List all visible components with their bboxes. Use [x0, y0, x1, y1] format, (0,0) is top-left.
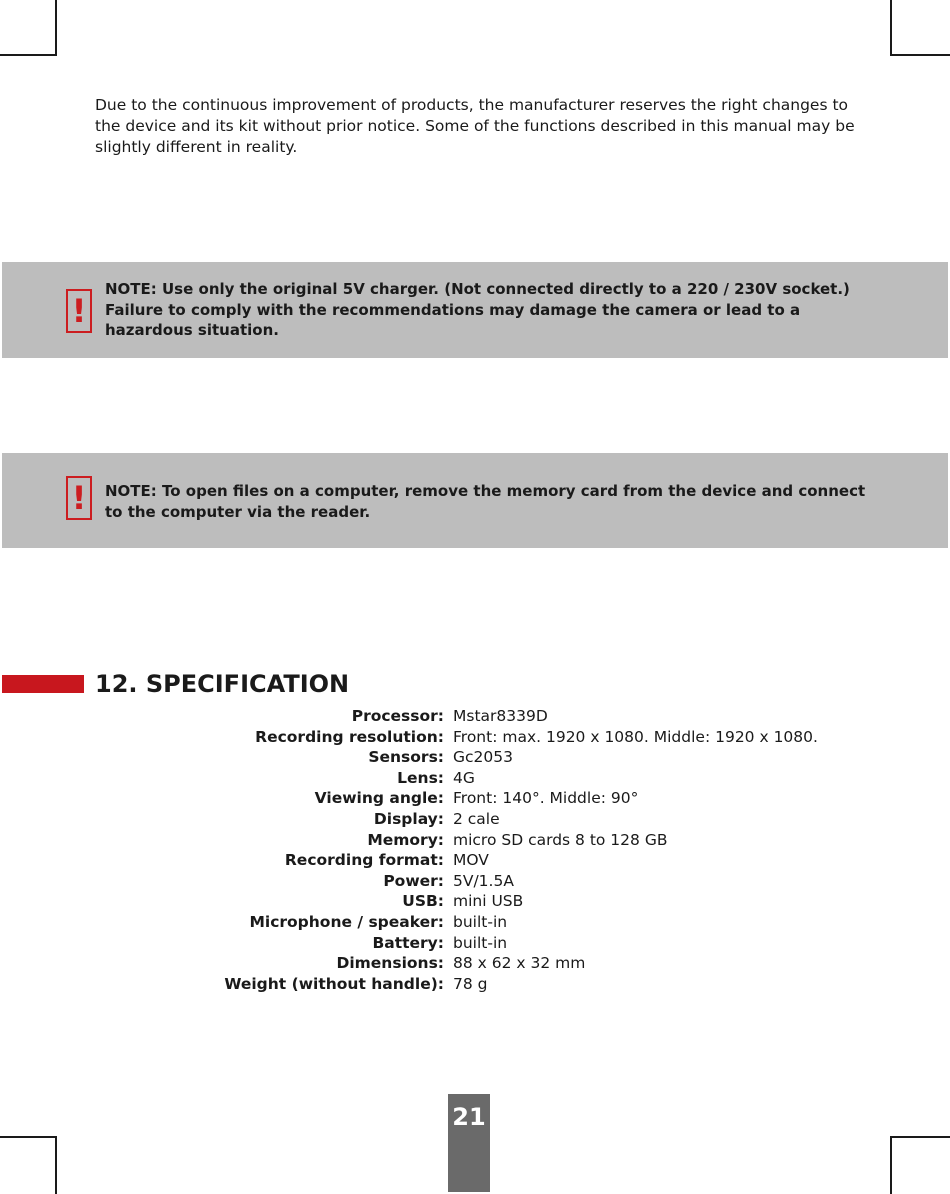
- spec-label: Recording resolution:: [255, 727, 444, 746]
- spec-label: Battery:: [372, 933, 444, 952]
- spec-row-battery: [0, 933, 950, 954]
- spec-row-viewing-angle: [0, 788, 950, 809]
- spec-row-power: [0, 871, 950, 892]
- spec-label: Sensors:: [368, 748, 444, 767]
- section-title: 12. SPECIFICATION: [95, 670, 350, 698]
- crop-mark-top-right: [890, 0, 950, 56]
- spec-label: Recording format:: [284, 851, 444, 870]
- spec-row-weight: [0, 974, 950, 995]
- spec-row-usb: [0, 891, 950, 912]
- intro-paragraph: Due to the continuous improvement of products, the manufacturer reserves the right changes to the device and its kit without prior notice. Some of the functions described in this manual may be slightly different in reality.: [95, 96, 855, 156]
- spec-label: Memory:: [367, 830, 444, 849]
- spec-label: Viewing angle:: [314, 789, 444, 808]
- spec-label: Lens:: [397, 768, 444, 787]
- exclamation-icon: !: [66, 289, 92, 333]
- spec-label: Dimensions:: [336, 954, 444, 973]
- crop-mark-bottom-right: [890, 1136, 950, 1194]
- spec-row-recording-resolution: [0, 727, 950, 748]
- spec-value: 4G: [453, 768, 475, 787]
- spec-row-dimensions: [0, 953, 950, 974]
- memory-card-note-box: [2, 453, 948, 548]
- spec-value: Front: max. 1920 x 1080. Middle: 1920 x 1080.: [453, 727, 818, 746]
- page-number: 21: [452, 1103, 486, 1131]
- spec-value: Front: 140°. Middle: 90°: [453, 789, 639, 808]
- spec-row-display: [0, 809, 950, 830]
- crop-mark-top-left: [0, 0, 57, 56]
- memory-card-note-text: NOTE: To open files on a computer, remove the memory card from the device and connect to the computer via the reader.: [105, 482, 866, 521]
- spec-value: 2 cale: [453, 809, 500, 828]
- spec-label: Display:: [373, 809, 444, 828]
- spec-value: built-in: [453, 933, 508, 952]
- spec-row-processor: [0, 706, 950, 727]
- spec-row-recording-format: [0, 850, 950, 871]
- spec-value: Gc2053: [453, 748, 513, 767]
- spec-row-sensors: [0, 747, 950, 768]
- section-accent-bar: [2, 675, 84, 693]
- spec-value: MOV: [453, 851, 489, 870]
- spec-label: USB:: [402, 892, 444, 911]
- charger-note-text: NOTE: Use only the original 5V charger. (Not connected directly to a 220 / 230V socket.) Failure to comply with the recommendations may damage the camera or lead to a hazardous situation.: [105, 280, 850, 339]
- spec-value: 78 g: [453, 974, 488, 993]
- spec-value: mini USB: [453, 892, 524, 911]
- spec-row-lens: [0, 768, 950, 789]
- spec-label: Weight (without handle):: [224, 974, 444, 993]
- crop-mark-bottom-left: [0, 1136, 57, 1194]
- spec-value: 88 x 62 x 32 mm: [453, 954, 586, 973]
- spec-value: built-in: [453, 912, 508, 931]
- spec-label: Microphone / speaker:: [249, 912, 444, 931]
- spec-row-microphone-speaker: [0, 912, 950, 933]
- charger-note-box: [2, 262, 948, 358]
- spec-value: micro SD cards 8 to 128 GB: [453, 830, 668, 849]
- specification-list: [0, 706, 950, 994]
- spec-value: Mstar8339D: [453, 707, 548, 725]
- exclamation-icon: !: [66, 476, 92, 520]
- spec-value: 5V/1.5A: [453, 871, 514, 890]
- spec-row-memory: [0, 830, 950, 851]
- page-number-tab: [448, 1094, 490, 1192]
- spec-label: Processor:: [351, 707, 444, 725]
- spec-label: Power:: [383, 871, 444, 890]
